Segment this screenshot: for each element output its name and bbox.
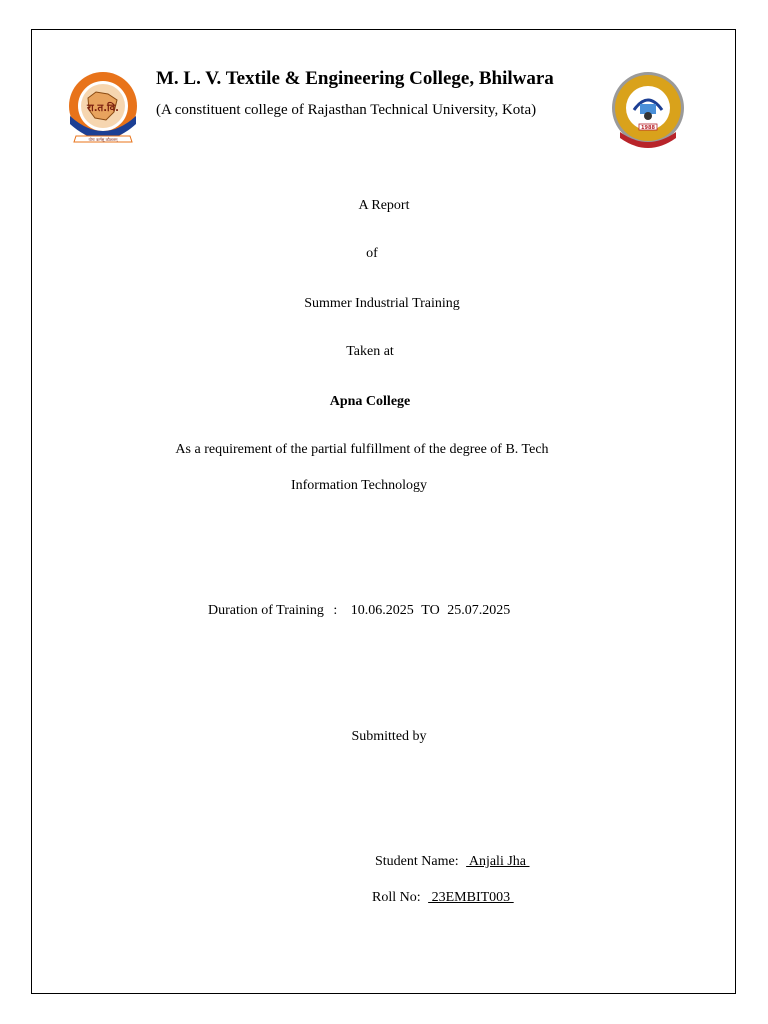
roll-no-label: Roll No: xyxy=(372,890,421,905)
duration-row xyxy=(208,603,510,619)
roll-no-row xyxy=(372,890,514,906)
student-name-label: Student Name: xyxy=(375,854,459,869)
report-of: of xyxy=(366,246,378,261)
svg-text:योगः कर्मसु कौशलम्: योगः कर्मसु कौशलम् xyxy=(88,137,118,142)
organization-name: Apna College xyxy=(329,394,411,409)
roll-no-value: 23EMBIT003 xyxy=(428,890,514,905)
college-name: M. L. V. Textile & Engineering College, Bhilwara xyxy=(156,68,554,89)
svg-text:रा.त.वि.: रा.त.वि. xyxy=(87,103,119,114)
report-title: A Report xyxy=(358,198,410,213)
duration-from: 10.06.2025 xyxy=(350,603,414,618)
branch-name: Information Technology xyxy=(290,478,427,493)
taken-at: Taken at xyxy=(346,344,394,359)
submitted-by: Submitted by xyxy=(351,729,427,744)
svg-text:1988: 1988 xyxy=(641,125,655,131)
rtu-seal-icon xyxy=(62,68,144,150)
student-name-value: Anjali Jha xyxy=(466,854,530,869)
requirement-text: As a requirement of the partial fulfillment of the degree of B. Tech xyxy=(175,442,549,457)
page-border xyxy=(31,29,736,994)
training-type: Summer Industrial Training xyxy=(304,296,460,311)
mlv-college-seal-icon xyxy=(606,70,690,150)
student-name-row xyxy=(375,854,530,870)
duration-separator: : xyxy=(333,603,338,618)
duration-label: Duration of Training xyxy=(208,603,324,618)
duration-to: 25.07.2025 xyxy=(447,603,511,618)
duration-to-word: TO xyxy=(421,603,440,618)
college-subtitle: (A constituent college of Rajasthan Technical University, Kota) xyxy=(156,102,537,118)
